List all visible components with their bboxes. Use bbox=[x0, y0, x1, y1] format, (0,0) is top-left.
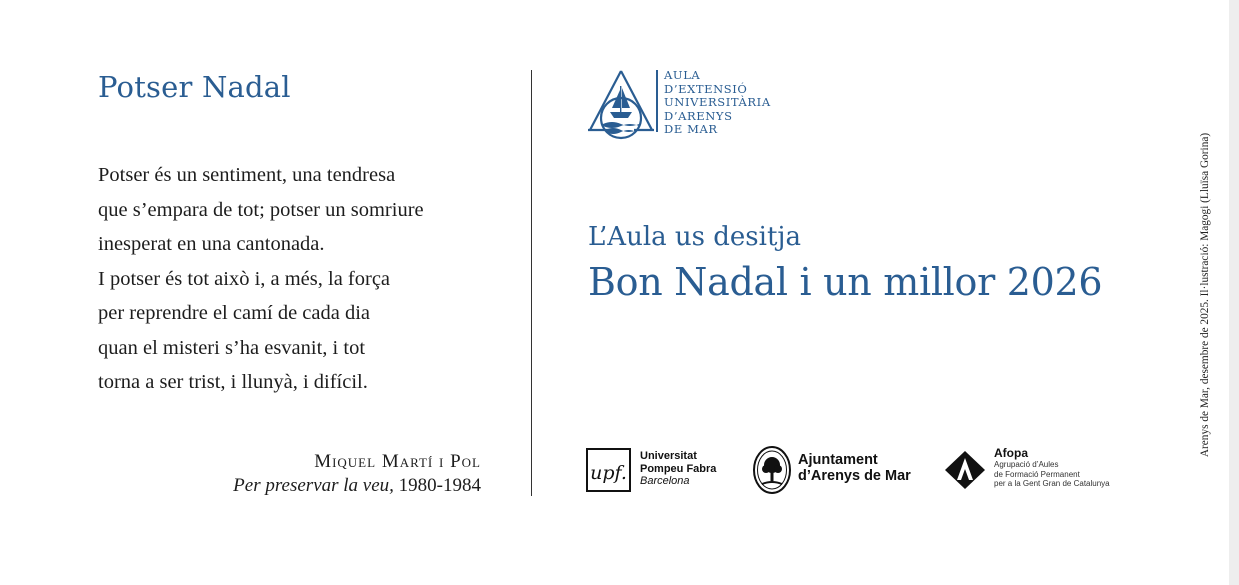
poem-line: inesperat en una cantonada. bbox=[98, 233, 325, 255]
afopa-title: Afopa bbox=[994, 446, 1028, 460]
ajuntament-line: Ajuntament bbox=[798, 452, 878, 468]
aula-logo-icon bbox=[586, 68, 656, 140]
aula-line: DE MAR bbox=[664, 122, 718, 136]
credit-note bbox=[1195, 97, 1215, 492]
page-edge bbox=[1229, 0, 1239, 585]
work-years: 1980-1984 bbox=[393, 475, 481, 496]
ajuntament-name bbox=[798, 452, 911, 484]
aula-line: D’ARENYS bbox=[664, 108, 733, 123]
aula-line: AULA bbox=[664, 68, 701, 82]
work-title: Per preservar la veu, bbox=[233, 475, 394, 496]
author-name: Miquel Martí i Pol bbox=[314, 451, 481, 472]
upf-line: Universitat bbox=[640, 450, 697, 462]
aula-name bbox=[664, 69, 771, 137]
vertical-divider bbox=[531, 70, 532, 496]
upf-line: Pompeu Fabra bbox=[640, 462, 717, 475]
upf-name bbox=[640, 450, 716, 488]
afopa-line: de Formació Permanent bbox=[994, 469, 1080, 479]
credit-text: Arenys de Mar, desembre de 2025. Il·lustració: Magogi (Lluïsa Gorina) bbox=[1199, 132, 1211, 457]
greeting-subtitle: L’Aula us desitja bbox=[588, 222, 801, 252]
poem-line: per reprendre el camí de cada dia bbox=[98, 302, 371, 324]
poem-line: I potser és tot això i, a més, la força bbox=[98, 267, 391, 290]
poem-line: Potser és un sentiment, una tendresa bbox=[98, 164, 396, 186]
poem-line: quan el misteri s’ha esvanit, i tot bbox=[98, 336, 366, 359]
aula-line: UNIVERSITÀRIA bbox=[664, 95, 771, 109]
afopa-line: Agrupació d’Aules bbox=[994, 460, 1059, 469]
poem-attribution bbox=[233, 450, 481, 498]
poem-title: Potser Nadal bbox=[98, 70, 291, 104]
upf-logo-icon: upf. bbox=[586, 448, 631, 492]
aula-line: D’EXTENSIÓ bbox=[664, 81, 748, 96]
poem-line: que s’empara de tot; potser un somriure bbox=[98, 198, 424, 221]
ajuntament-seal-icon bbox=[752, 445, 792, 495]
greeting-headline: Bon Nadal i un millor 2026 bbox=[588, 260, 1103, 304]
poem-line: torna a ser trist, i llunyà, i difícil. bbox=[98, 371, 368, 393]
afopa-name bbox=[994, 447, 1110, 489]
ajuntament-line: d’Arenys de Mar bbox=[798, 468, 911, 484]
afopa-line: per a la Gent Gran de Catalunya bbox=[994, 479, 1110, 488]
upf-line: Barcelona bbox=[640, 475, 690, 487]
aula-accent-bar bbox=[656, 70, 658, 132]
poem-body bbox=[98, 158, 424, 400]
afopa-logo-icon bbox=[944, 450, 986, 490]
